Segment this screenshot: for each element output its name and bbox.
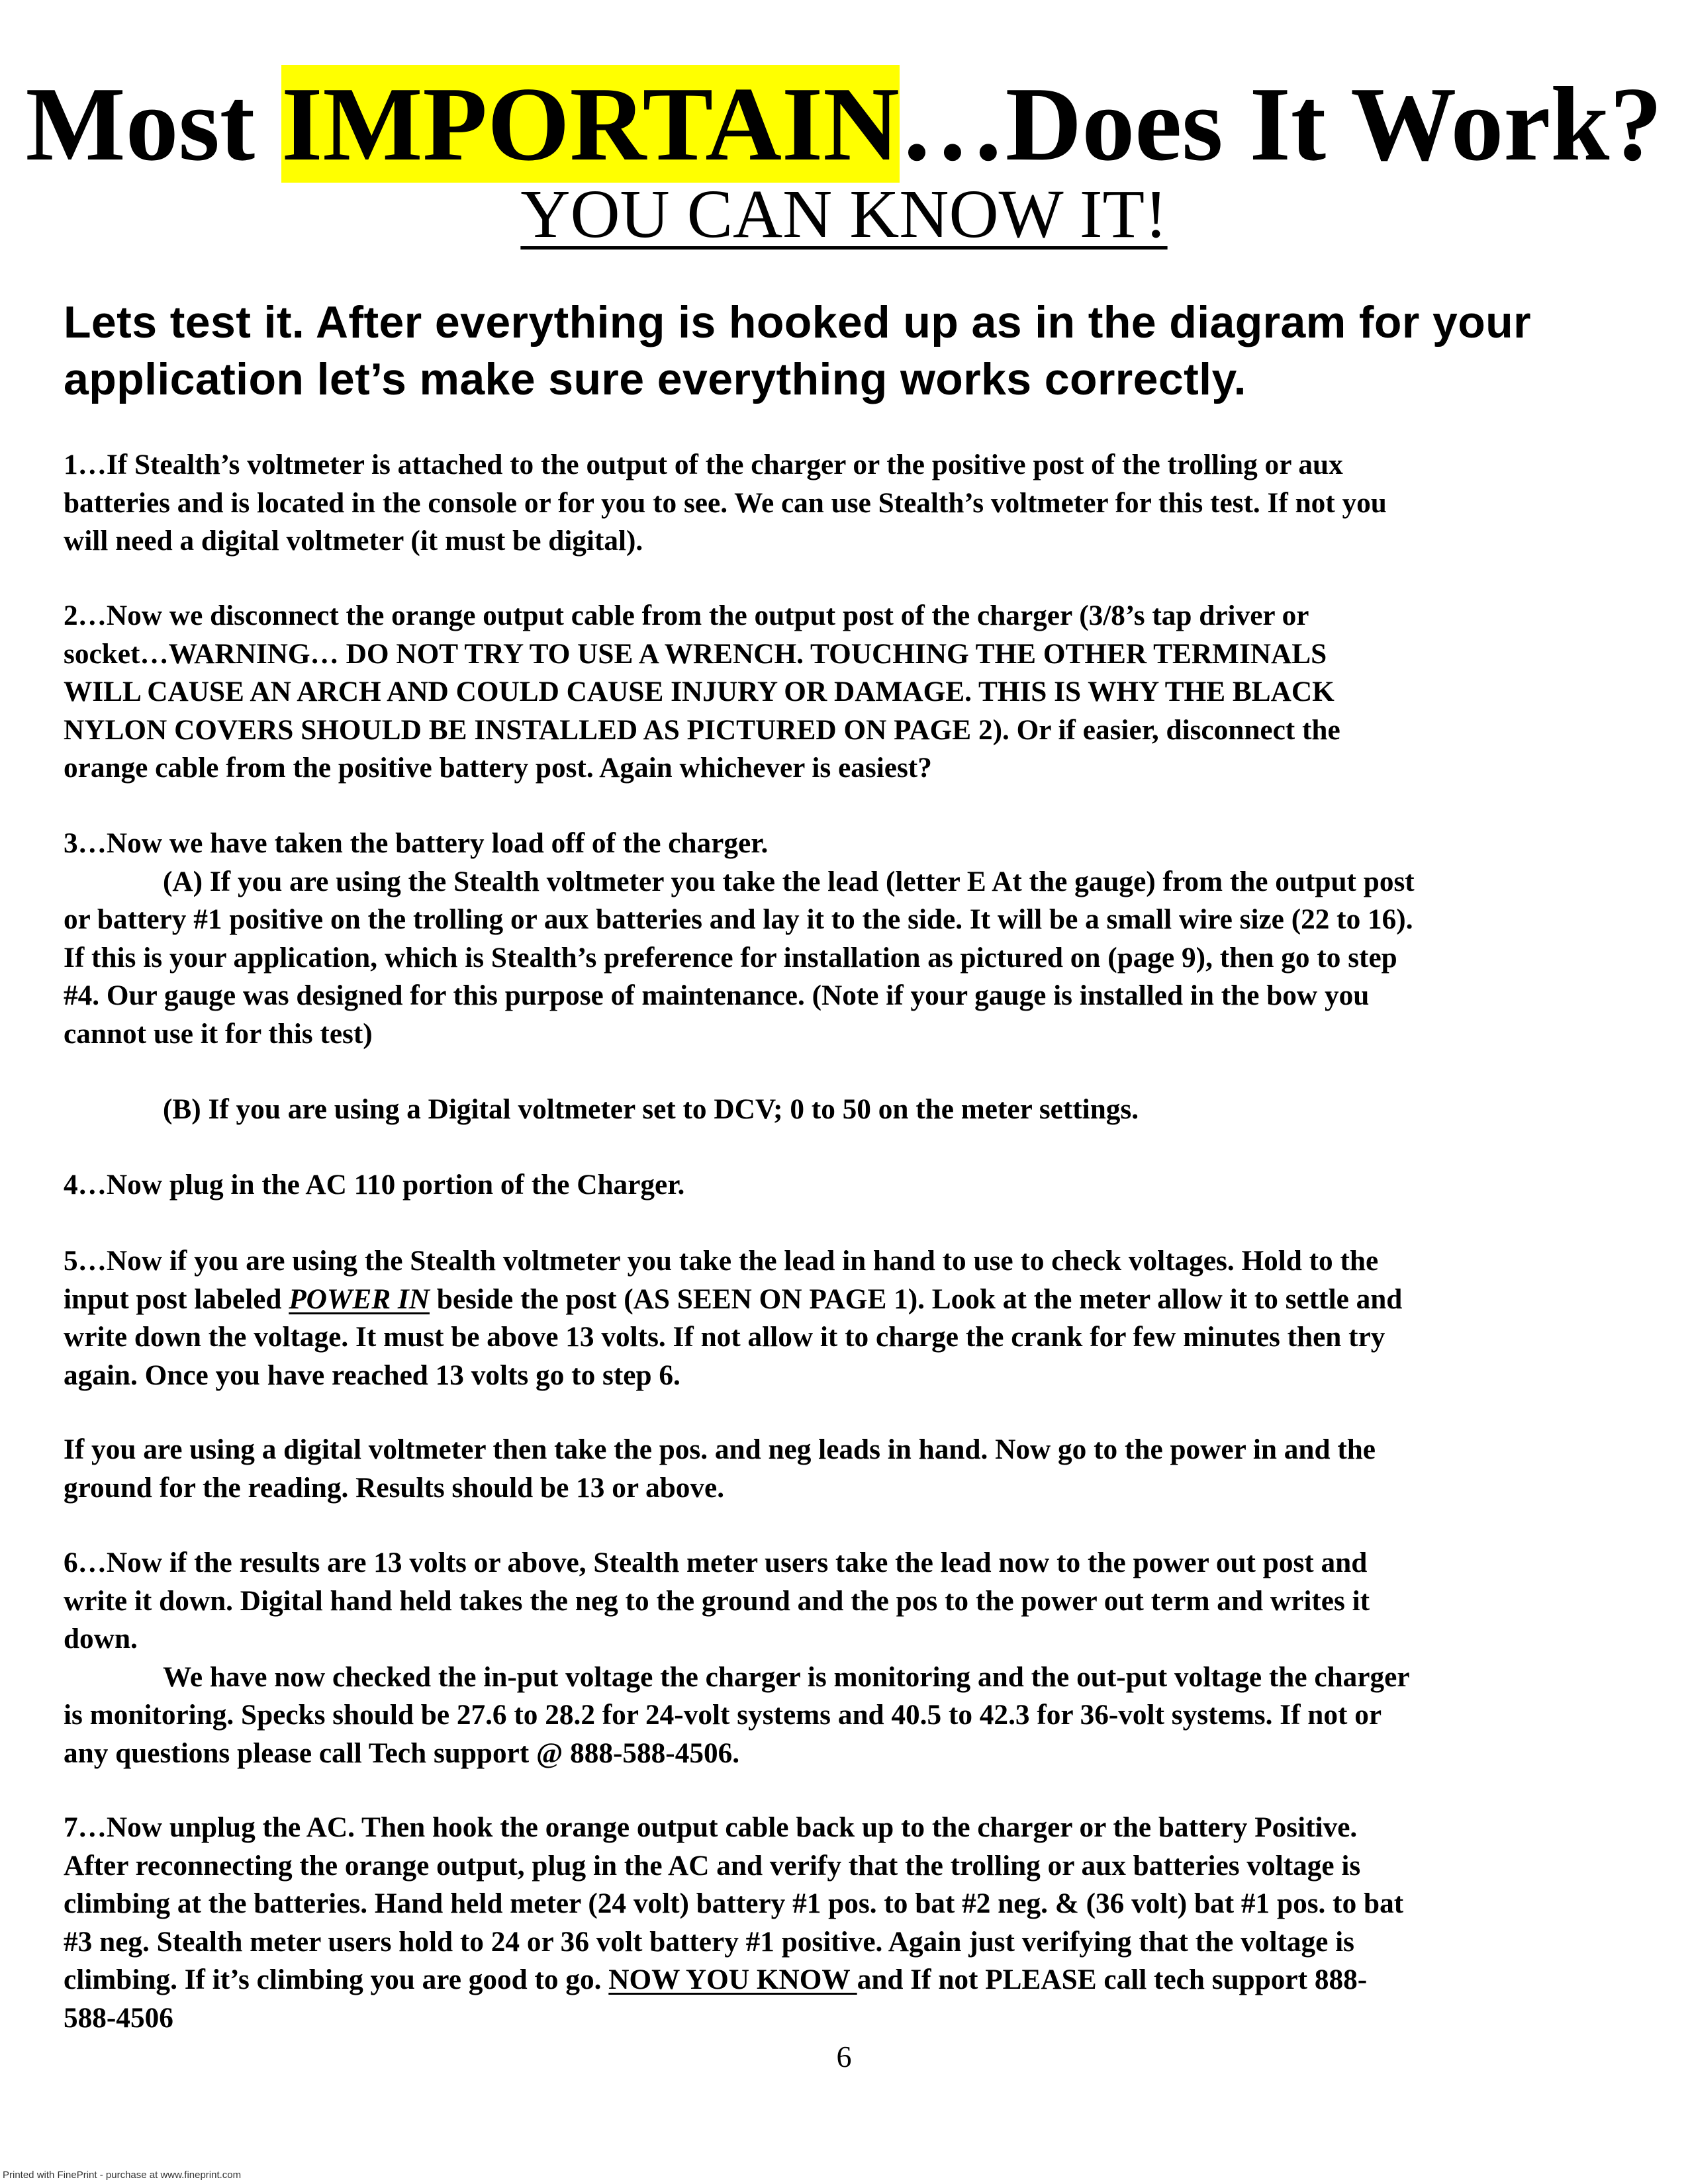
step-line: cannot use it for this test) bbox=[64, 1017, 373, 1050]
step-line: down. bbox=[64, 1623, 138, 1655]
step-line: 2…Now we disconnect the orange output cable from the output post of the charger (3/8’s tap driver or bbox=[64, 600, 1309, 631]
step-line: 3…Now we have taken the battery load off of the charger. bbox=[64, 827, 769, 859]
step-line: is monitoring. Specks should be 27.6 to 28.2 for 24-volt systems and 40.5 to 42.3 for 36-volt systems. If not or bbox=[64, 1699, 1382, 1731]
step-line: 4…Now plug in the AC 110 portion of the Charger. bbox=[64, 1169, 685, 1201]
step-line: If you are using a digital voltmeter then take the pos. and neg leads in hand. Now go to the power in and the bbox=[64, 1433, 1376, 1465]
step-line: orange cable from the positive battery post. Again whichever is easiest? bbox=[64, 752, 932, 784]
print-footer: Printed with FinePrint - purchase at www.fineprint.com bbox=[3, 2169, 242, 2181]
step-line: (A) If you are using the Stealth voltmeter you take the lead (letter E At the gauge) from the output post bbox=[163, 865, 1415, 897]
step-line: 6…Now if the results are 13 volts or above, Stealth meter users take the lead now to the power out post and bbox=[64, 1547, 1368, 1578]
step-4 bbox=[64, 1166, 1646, 1205]
intro-line: Lets test it. After everything is hooked up as in the diagram for your bbox=[64, 297, 1531, 347]
step-5 bbox=[64, 1242, 1646, 1394]
step-5b bbox=[64, 1431, 1646, 1507]
step-line: #3 neg. Stealth meter users hold to 24 or 36 volt battery #1 positive. Again just verifying that the voltage is bbox=[64, 1925, 1355, 1958]
step-text: climbing. If it’s climbing you are good to go. bbox=[64, 1964, 609, 1995]
step-text: input post labeled bbox=[64, 1283, 289, 1315]
intro-line: application let’s make sure everything works correctly. bbox=[64, 354, 1246, 404]
step-line: 588-4506 bbox=[64, 2001, 173, 2034]
step-line: WILL CAUSE AN ARCH AND COULD CAUSE INJURY OR DAMAGE. THIS IS WHY THE BLACK bbox=[64, 676, 1335, 707]
step-line: 7…Now unplug the AC. Then hook the orange output cable back up to the charger or the battery Positive. bbox=[64, 1811, 1358, 1843]
step-line: NYLON COVERS SHOULD BE INSTALLED AS PICTURED ON PAGE 2). Or if easier, disconnect the bbox=[64, 713, 1340, 746]
step-line: will need a digital voltmeter (it must be digital). bbox=[64, 525, 643, 557]
subtitle-text: YOU CAN KNOW IT! bbox=[520, 176, 1168, 252]
step-3b bbox=[64, 1091, 1646, 1129]
step-line: After reconnecting the orange output, plug in the AC and verify that the trolling or aux batteries voltage is bbox=[64, 1849, 1361, 1882]
step-text: beside the post (AS SEEN ON PAGE 1). Look at the meter allow it to settle and bbox=[429, 1283, 1403, 1315]
step-line: again. Once you have reached 13 volts go to step 6. bbox=[64, 1359, 680, 1391]
step-line: #4. Our gauge was designed for this purpose of maintenance. (Note if your gauge is installed in the bow you bbox=[64, 979, 1370, 1011]
step-line: or battery #1 positive on the trolling or aux batteries and lay it to the side. It will be a small wire size (22 to 16). bbox=[64, 903, 1413, 935]
title-suffix: …Does It Work? bbox=[899, 65, 1663, 183]
step-line: We have now checked the in-put voltage the charger is monitoring and the out-put voltage the charger bbox=[163, 1661, 1410, 1693]
step-line: socket…WARNING… DO NOT TRY TO USE A WRENCH. TOUCHING THE OTHER TERMINALS bbox=[64, 637, 1327, 670]
step-line: 5…Now if you are using the Stealth voltmeter you take the lead in hand to use to check voltages. Hold to the bbox=[64, 1245, 1379, 1277]
step-line: write it down. Digital hand held takes the neg to the ground and the pos to the power out term and writes it bbox=[64, 1584, 1370, 1617]
title-prefix: Most bbox=[25, 65, 282, 183]
power-in-label: POWER IN bbox=[289, 1283, 430, 1315]
step-3 bbox=[64, 825, 1646, 1053]
step-line: write down the voltage. It must be above 13 volts. If not allow it to charge the crank for few minutes then try bbox=[64, 1321, 1385, 1353]
step-2 bbox=[64, 597, 1646, 788]
step-line bbox=[64, 1281, 1646, 1319]
step-line: batteries and is located in the console or for you to see. We can use Stealth’s voltmeter for this test. If not you bbox=[64, 486, 1387, 519]
step-line: (B) If you are using a Digital voltmeter set to DCV; 0 to 50 on the meter settings. bbox=[163, 1093, 1139, 1125]
step-line: ground for the reading. Results should be 13 or above. bbox=[64, 1471, 725, 1504]
step-1 bbox=[64, 446, 1646, 561]
step-line: any questions please call Tech support @ 888-588-4506. bbox=[64, 1737, 740, 1769]
step-7 bbox=[64, 1809, 1646, 2037]
page-number: 6 bbox=[836, 2040, 852, 2073]
step-line: If this is your application, which is Stealth’s preference for installation as pictured on (page 9), then go to step bbox=[64, 941, 1397, 974]
step-line: climbing at the batteries. Hand held meter (24 volt) battery #1 pos. to bat #2 neg. & (36 volt) bat #1 pos. to bat bbox=[64, 1888, 1404, 1919]
step-text: and If not PLEASE call tech support 888- bbox=[857, 1964, 1368, 1995]
title-highlight: IMPORTAIN bbox=[281, 65, 900, 183]
now-you-know-text: NOW YOU KNOW bbox=[608, 1964, 857, 1995]
step-line bbox=[64, 1961, 1646, 1999]
page-title bbox=[0, 66, 1688, 182]
page-subtitle bbox=[0, 177, 1688, 251]
step-line: 1…If Stealth’s voltmeter is attached to the output of the charger or the positive post of the trolling or aux bbox=[64, 449, 1343, 480]
step-6 bbox=[64, 1544, 1646, 1772]
intro-heading bbox=[64, 294, 1652, 408]
